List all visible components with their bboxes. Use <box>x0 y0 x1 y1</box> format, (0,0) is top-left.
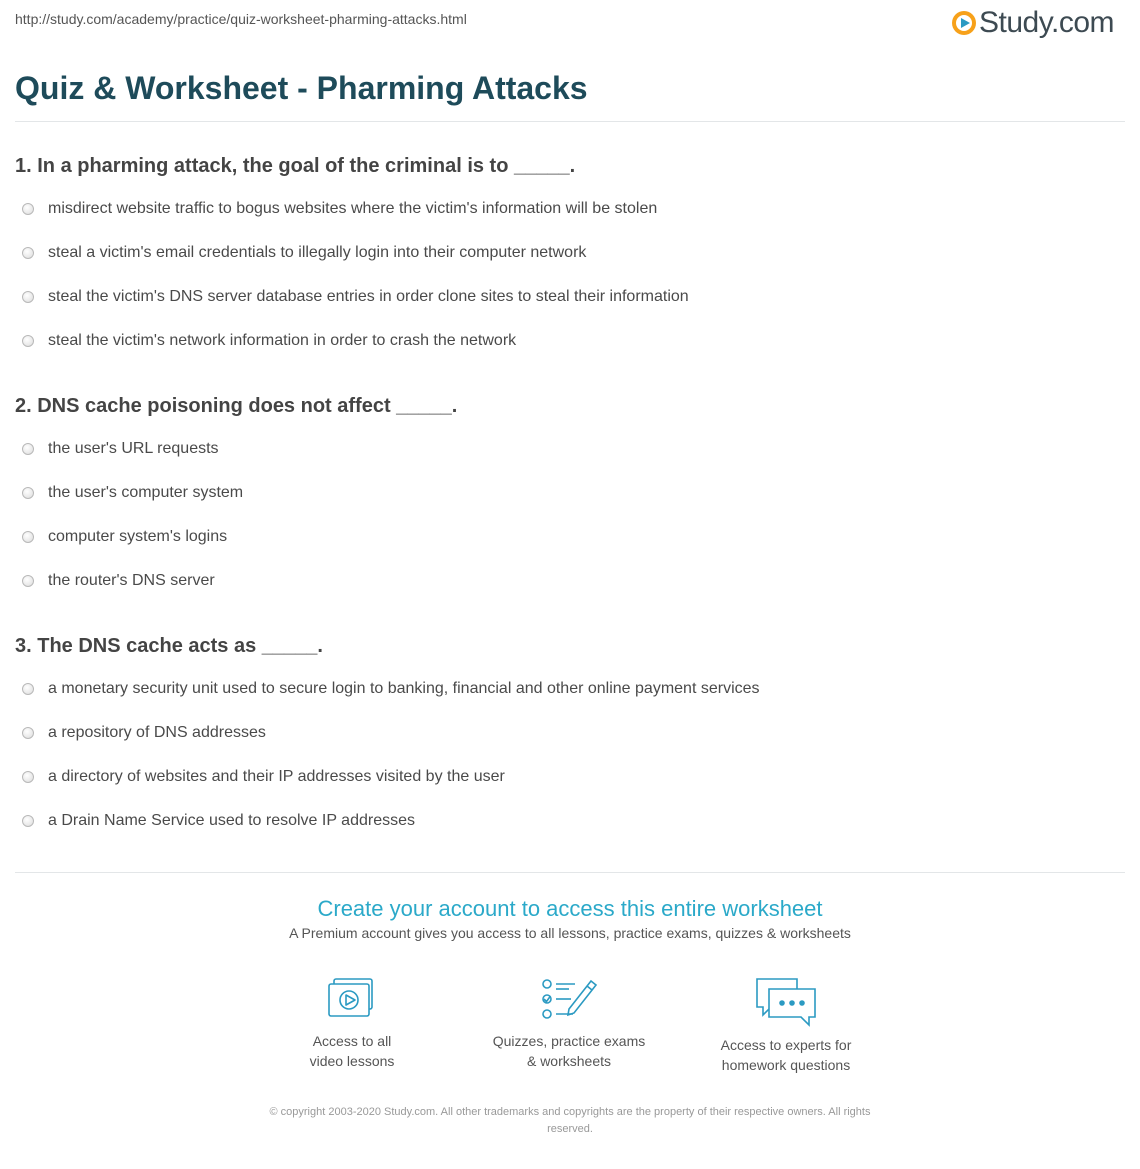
play-logo-icon <box>951 10 977 36</box>
cta-subtitle: A Premium account gives you access to all lessons, practice exams, quizzes & worksheets <box>289 925 851 941</box>
answer-text: a directory of websites and their IP addresses visited by the user <box>48 768 505 785</box>
feature-line: & worksheets <box>526 1053 612 1069</box>
video-lessons-icon <box>324 975 380 1023</box>
divider <box>15 121 1125 122</box>
answer-text: steal a victim's email credentials to illegally login into their computer network <box>48 244 587 261</box>
question-3-title: 3. The DNS cache acts as _____. <box>15 635 323 657</box>
radio-button[interactable] <box>22 203 34 215</box>
radio-button[interactable] <box>22 575 34 587</box>
feature-line: video lessons <box>309 1053 395 1069</box>
logo-text: Study.com <box>979 6 1114 39</box>
radio-button[interactable] <box>22 815 34 827</box>
cta-link[interactable]: Create your account to access this entire worksheet <box>317 896 823 921</box>
question-1-title: 1. In a pharming attack, the goal of the criminal is to _____. <box>15 155 576 177</box>
radio-button[interactable] <box>22 531 34 543</box>
radio-button[interactable] <box>22 683 34 695</box>
footer-line: reserved. <box>547 1123 593 1135</box>
answer-text: computer system's logins <box>48 528 228 545</box>
answer-text: steal the victim's network information in order to crash the network <box>48 332 517 349</box>
answer-option[interactable] <box>22 724 266 742</box>
answer-text: a Drain Name Service used to resolve IP addresses <box>48 812 415 829</box>
feature-line: homework questions <box>721 1057 851 1073</box>
feature-line: Access to experts for <box>720 1037 852 1053</box>
radio-button[interactable] <box>22 335 34 347</box>
copyright-footer <box>210 1104 930 1138</box>
radio-button[interactable] <box>22 487 34 499</box>
feature-line: Quizzes, practice exams <box>492 1033 646 1049</box>
feature-video-lessons <box>252 975 452 1071</box>
answer-option[interactable] <box>22 484 243 502</box>
quiz-checklist-icon <box>539 975 599 1023</box>
answer-text: misdirect website traffic to bogus websites where the victim's information will be stolen <box>48 200 658 217</box>
answer-option[interactable] <box>22 200 657 218</box>
answer-text: a monetary security unit used to secure login to banking, financial and other online payment services <box>48 680 760 697</box>
page-url: http://study.com/academy/practice/quiz-worksheet-pharming-attacks.html <box>15 11 467 27</box>
question-2-title: 2. DNS cache poisoning does not affect _____. <box>15 395 458 417</box>
answer-option[interactable] <box>22 440 219 458</box>
radio-button[interactable] <box>22 291 34 303</box>
page-title: Quiz & Worksheet - Pharming Attacks <box>15 70 588 106</box>
answer-option[interactable] <box>22 812 415 830</box>
feature-quizzes <box>469 975 669 1071</box>
answer-option[interactable] <box>22 332 516 350</box>
answer-text: steal the victim's DNS server database entries in order clone sites to steal their information <box>48 288 689 305</box>
answer-text: the user's computer system <box>48 484 244 501</box>
answer-option[interactable] <box>22 680 760 698</box>
radio-button[interactable] <box>22 247 34 259</box>
answer-text: the router's DNS server <box>48 572 215 589</box>
radio-button[interactable] <box>22 727 34 739</box>
answer-text: the user's URL requests <box>48 440 219 457</box>
radio-button[interactable] <box>22 771 34 783</box>
answer-option[interactable] <box>22 572 215 590</box>
radio-button[interactable] <box>22 443 34 455</box>
answer-option[interactable] <box>22 768 505 786</box>
feature-line: Access to all <box>312 1033 392 1049</box>
answer-option[interactable] <box>22 244 586 262</box>
answer-option[interactable] <box>22 528 227 546</box>
answer-option[interactable] <box>22 288 689 306</box>
study-logo[interactable] <box>951 6 1114 40</box>
chat-experts-icon <box>753 975 819 1027</box>
feature-experts <box>686 975 886 1075</box>
divider <box>15 872 1125 873</box>
answer-text: a repository of DNS addresses <box>48 724 266 741</box>
footer-line: © copyright 2003-2020 Study.com. All other trademarks and copyrights are the property of their respective owners. All rights <box>269 1106 871 1118</box>
